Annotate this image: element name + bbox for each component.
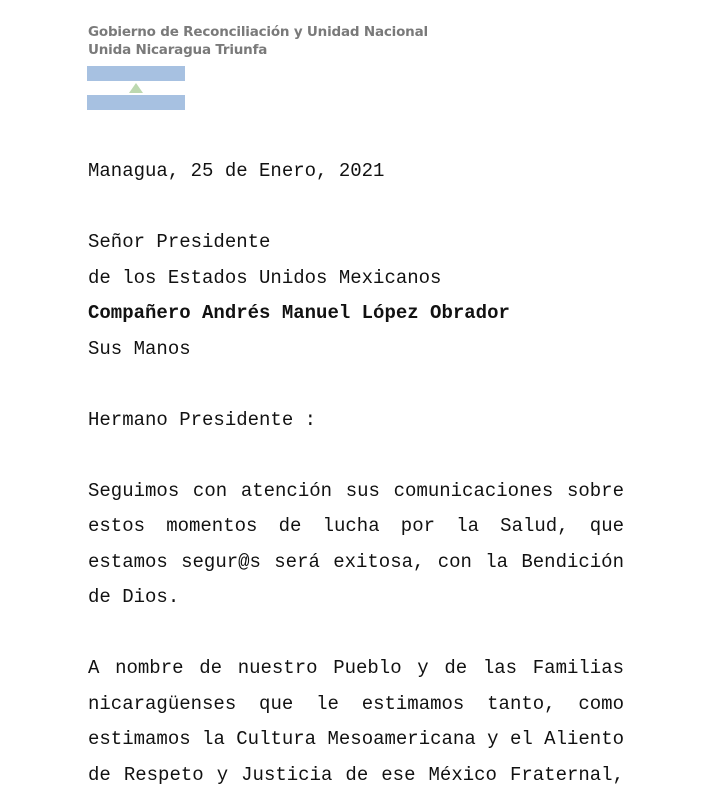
letterhead-line-2: Unida Nicaragua Triunfa [88,42,268,58]
address-line: Señor Presidente [88,231,271,253]
paragraph-line: estos momentos de lucha por la Salud, que [88,515,624,537]
letterhead [88,23,428,59]
paragraph-line: nicaragüenses que le estimamos tanto, como [88,692,624,715]
paragraph-line: Seguimos con atención sus comunicaciones sobre [88,479,624,502]
paragraph-line: estamos segur@s será exitosa, con la Bendición [88,550,624,573]
letter-body [88,154,624,793]
paragraph-line: de Respeto y Justicia de ese México Fraternal, [88,763,624,786]
letter-date: Managua, 25 de Enero, 2021 [88,160,385,182]
salutation: Hermano Presidente : [88,408,317,431]
recipient-name: Compañero Andrés Manuel López Obrador [88,302,510,324]
address-line: de los Estados Unidos Mexicanos [88,266,442,289]
paragraph-line: A nombre de nuestro Pueblo y de las Familias [88,657,624,679]
paragraph-1 [88,474,624,616]
paragraph-line: estimamos la Cultura Mesoamericana y el Aliento [88,728,624,750]
nicaragua-flag-image [87,66,185,110]
letterhead-line-1: Gobierno de Reconciliación y Unidad Nacional [88,24,428,40]
coat-of-arms-icon [129,83,143,93]
address-line: Sus Manos [88,337,191,360]
paragraph-line: de Dios. [88,586,180,608]
paragraph-2 [88,651,624,793]
